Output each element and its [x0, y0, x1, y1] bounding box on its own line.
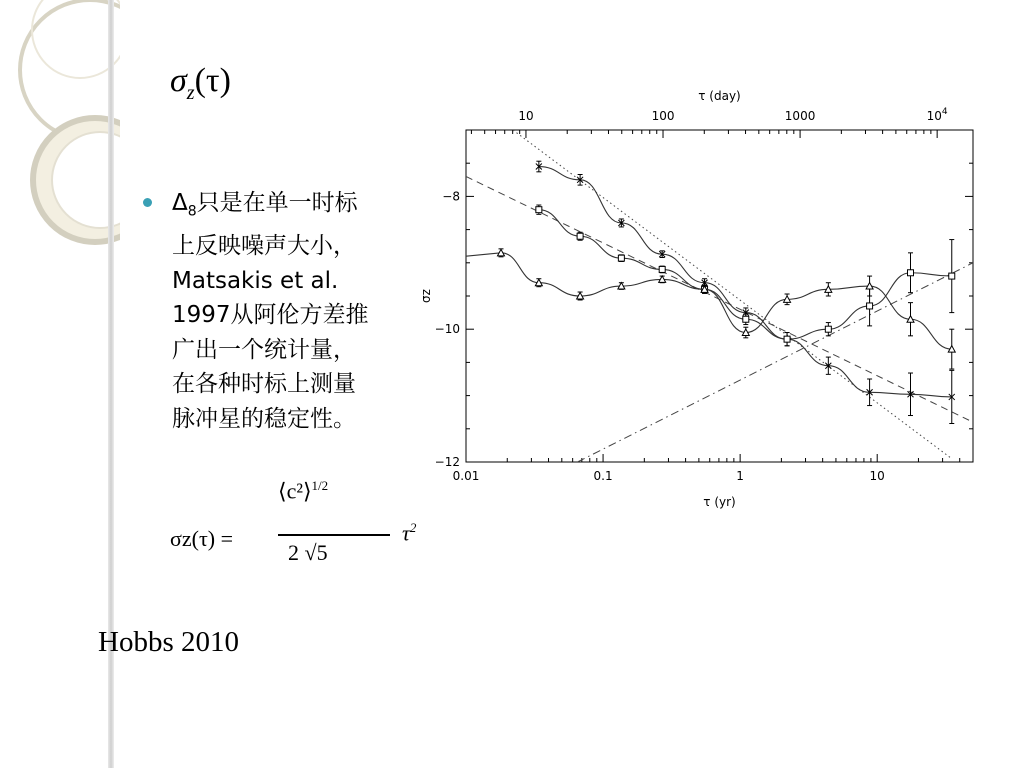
x2-tick-label: 1000 [784, 109, 816, 123]
y-tick-label: −12 [434, 455, 460, 469]
data-point-square [825, 326, 831, 332]
x2-tick-exponent: 4 [941, 107, 948, 117]
x-tick-label: 0.1 [593, 469, 613, 483]
x-tick-label: 0.01 [452, 469, 480, 483]
y-tick-label: −10 [434, 322, 460, 337]
deco-ring-thin [32, 0, 120, 78]
formula-tail [402, 520, 416, 546]
citation: Hobbs 2010 [98, 626, 239, 658]
bullet-symbol: Δ [172, 190, 188, 216]
data-point-square [784, 336, 790, 342]
data-point-square [949, 273, 955, 279]
data-point-square [743, 316, 749, 322]
formula-tail-exp: 2 [409, 520, 417, 535]
data-point-square [577, 233, 583, 239]
y-tick-label: −8 [442, 189, 460, 204]
x2-tick-label: $10^4$ [926, 107, 948, 123]
data-point-square [908, 270, 914, 276]
data-point-square [536, 207, 542, 213]
title-symbol: σ [170, 62, 187, 99]
data-point-square [659, 266, 665, 272]
sigma-z-chart [410, 80, 990, 520]
bullet-subscript: 8 [187, 203, 197, 220]
x2-tick-label: 10 [518, 109, 534, 123]
y-axis-label: σz [419, 289, 433, 303]
formula-numerator-exp: 1/2 [311, 478, 329, 493]
bullet-dot [143, 198, 152, 207]
data-point-square [618, 255, 624, 261]
x-tick-label: 10 [869, 469, 885, 483]
formula-lhs: σz(τ) = [170, 526, 234, 551]
x2-tick-label: 100 [651, 109, 675, 123]
series-line-triangle [466, 253, 952, 349]
title-subscript: z [186, 81, 195, 104]
slide-title [170, 62, 231, 105]
data-point-square [867, 303, 873, 309]
x2-axis-label: τ (day) [698, 89, 741, 103]
x-tick-label: 1 [736, 469, 744, 483]
fraction-bar [278, 534, 390, 536]
reference-line-dashdot [577, 263, 973, 462]
x-axis-label: τ (yr) [703, 495, 736, 509]
title-args: (τ) [194, 62, 231, 99]
formula-denominator: 2 √5 [288, 540, 328, 565]
formula-numerator-body: ⟨c²⟩ [278, 478, 312, 504]
series-line-x [539, 167, 952, 397]
formula-tail-body: τ [402, 520, 410, 546]
bullet-text [172, 186, 377, 436]
formula-numerator [278, 478, 328, 504]
bullet-body: 只是在单一时标上反映噪声大小，Matsakis et al. 1997从阿伦方差推广出一个统计量，在各种时标上测量脉冲星的稳定性。 [172, 190, 369, 432]
